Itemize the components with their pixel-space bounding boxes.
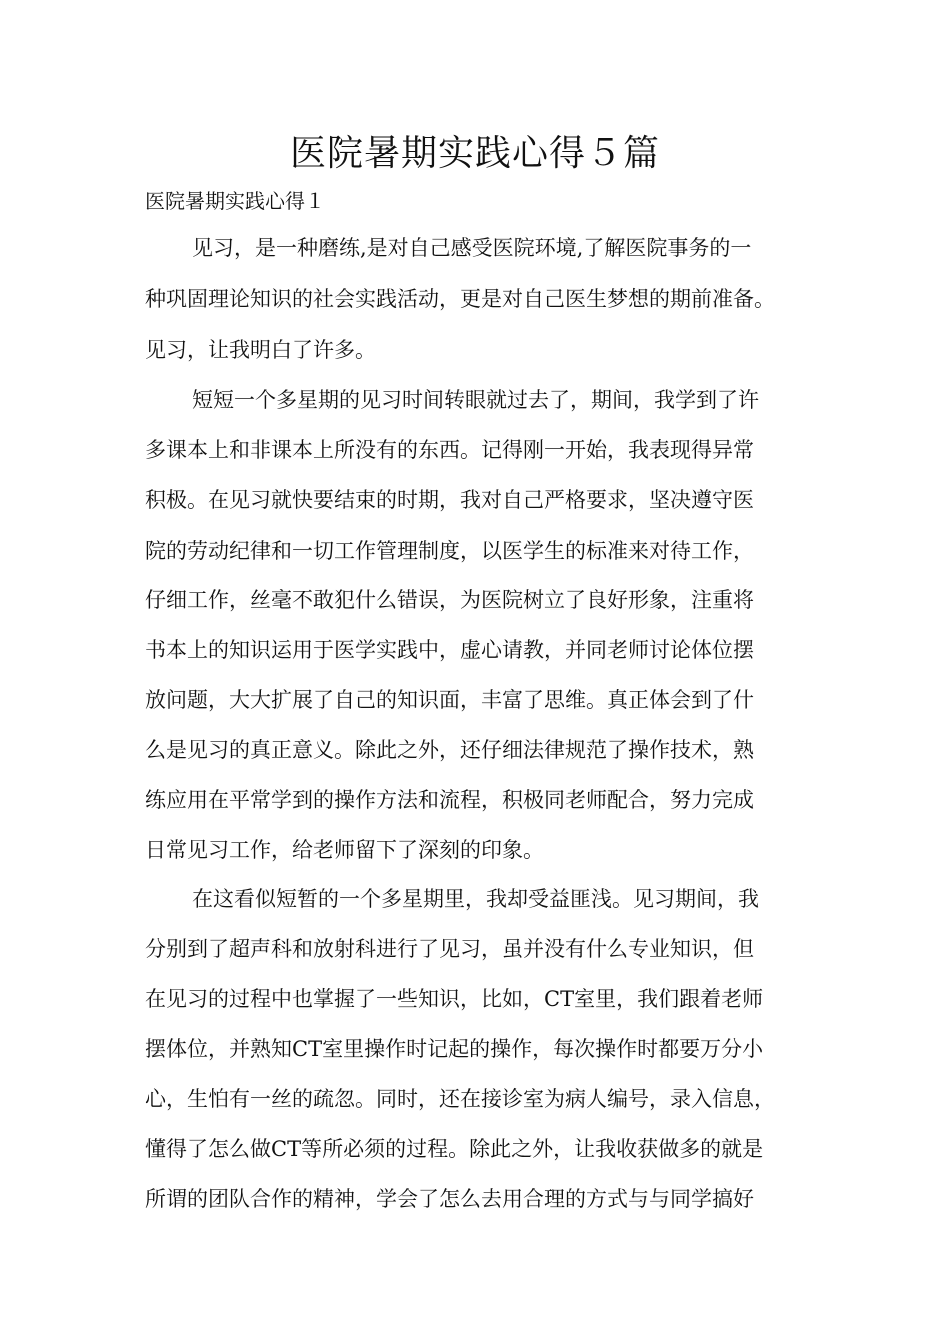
paragraph-2-line: 么是见习的真正意义。除此之外，还仔细法律规范了操作技术，熟 [145, 738, 754, 762]
section-heading: 医院暑期实践心得１ [145, 189, 325, 213]
paragraph-2-line: 仔细工作，丝毫不敢犯什么错误，为医院树立了良好形象，注重将 [145, 588, 754, 612]
paragraph-2-line: 多课本上和非课本上所没有的东西。记得刚一开始，我表现得异常 [145, 438, 754, 462]
paragraph-2-line: 书本上的知识运用于医学实践中，虚心请教，并同老师讨论体位摆 [145, 638, 754, 662]
document-title: 医院暑期实践心得５篇 [289, 133, 660, 174]
paragraph-2-line: 日常见习工作，给老师留下了深刻的印象。 [145, 838, 544, 862]
paragraph-2-line: 积极。在见习就快要结束的时期，我对自己严格要求，坚决遵守医 [145, 488, 754, 512]
paragraph-2-line: 放问题，大大扩展了自己的知识面，丰富了思维。真正体会到了什 [145, 688, 754, 712]
paragraph-3-line: 在这看似短暂的一个多星期里，我却受益匪浅。见习期间，我 [192, 887, 759, 911]
paragraph-3-line: 懂得了怎么做CT等所必须的过程。除此之外，让我收获做多的就是 [145, 1137, 764, 1161]
paragraph-2-line: 练应用在平常学到的操作方法和流程，积极同老师配合，努力完成 [145, 788, 754, 812]
paragraph-3-line: 摆体位，并熟知CT室里操作时记起的操作，每次操作时都要万分小 [145, 1037, 764, 1061]
paragraph-3-line: 分别到了超声科和放射科进行了见习，虽并没有什么专业知识，但 [145, 937, 754, 961]
paragraph-3-line: 在见习的过程中也掌握了一些知识，比如，CT室里，我们跟着老师 [145, 987, 764, 1011]
paragraph-3-line: 所谓的团队合作的精神，学会了怎么去用合理的方式与与同学搞好 [145, 1187, 754, 1211]
paragraph-2-line: 短短一个多星期的见习时间转眼就过去了，期间，我学到了许 [192, 388, 759, 412]
paragraph-1-line: 见习，让我明白了许多。 [145, 338, 376, 362]
paragraph-1-line: 见习，是一种磨练,是对自己感受医院环境,了解医院事务的一 [192, 236, 752, 260]
paragraph-1-line: 种巩固理论知识的社会实践活动，更是对自己医生梦想的期前准备。 [145, 287, 775, 311]
paragraph-2-line: 院的劳动纪律和一切工作管理制度，以医学生的标准来对待工作， [145, 539, 754, 563]
paragraph-3-line: 心，生怕有一丝的疏忽。同时，还在接诊室为病人编号，录入信息， [145, 1087, 775, 1111]
